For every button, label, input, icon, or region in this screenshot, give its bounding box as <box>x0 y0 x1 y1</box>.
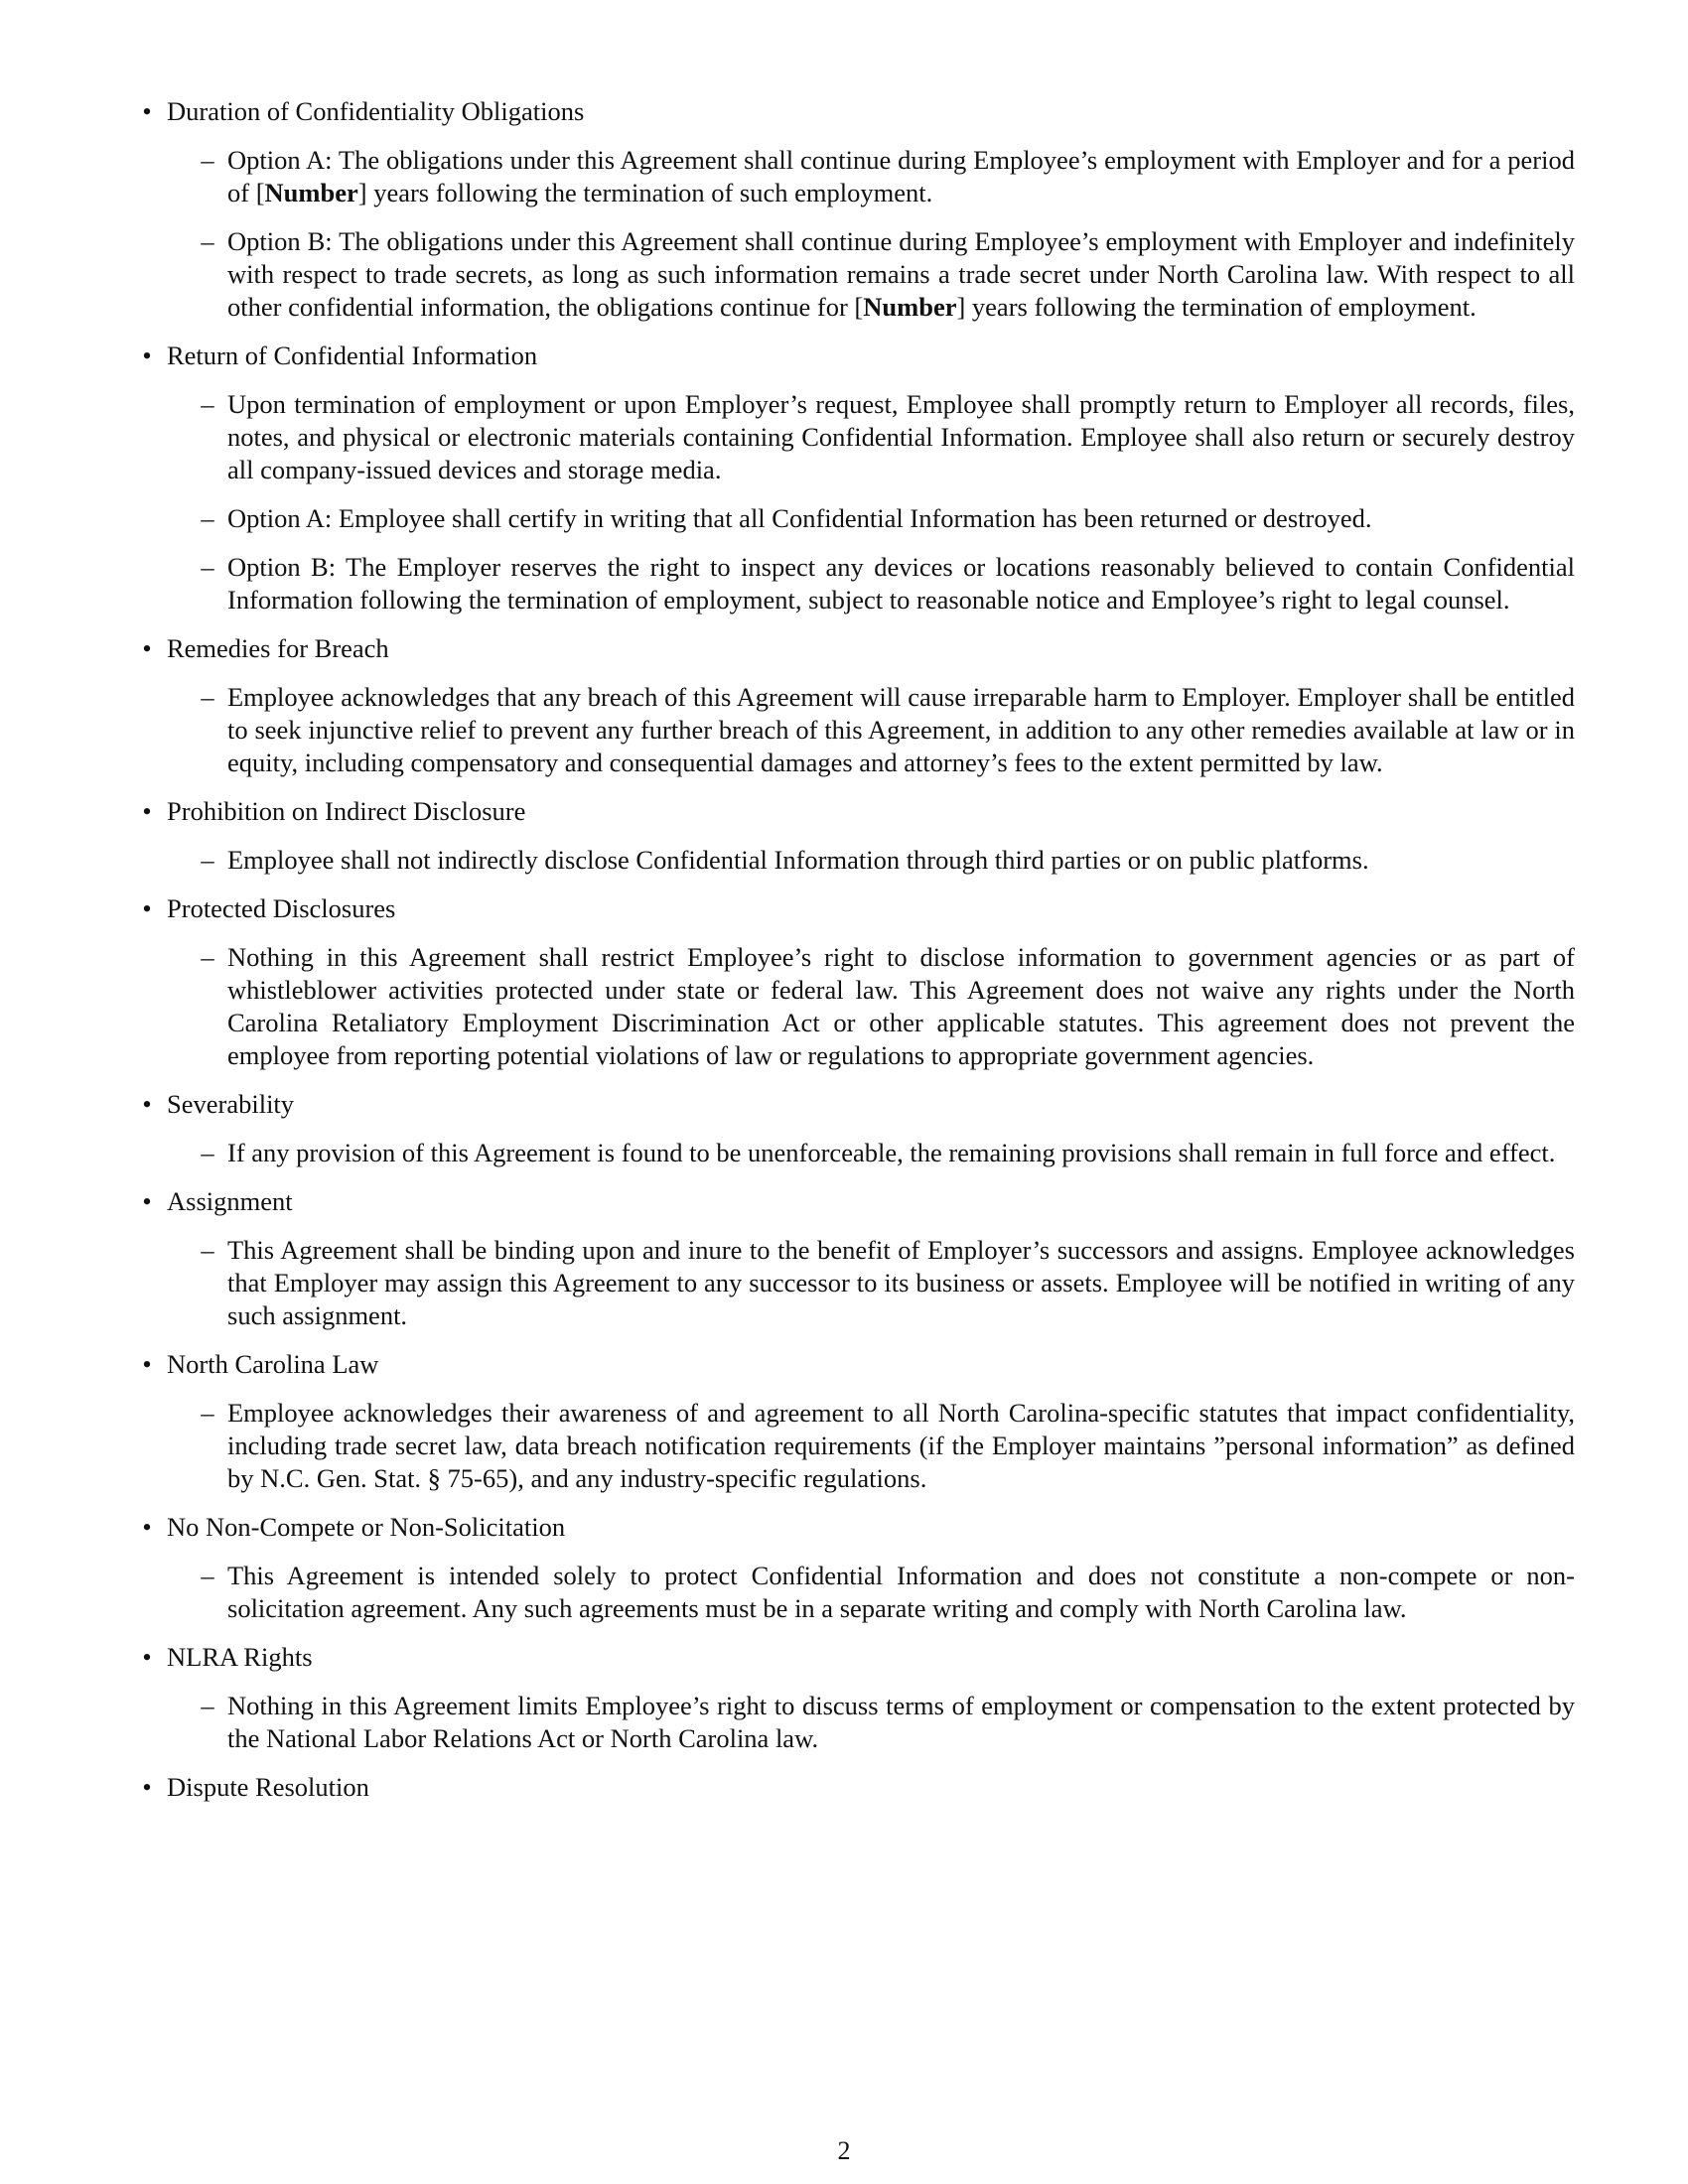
dash-icon: – <box>201 503 214 533</box>
item-text: ] years following the termination of such employment. <box>357 178 933 207</box>
dash-icon: – <box>201 226 214 256</box>
dash-icon: – <box>201 845 214 875</box>
section-duration <box>142 95 1575 324</box>
item-text: Option B: The obligations under this Agreement shall continue during Employee’s employment with Employer and indefinitely with respect to trade secrets, as long as such information remains a trade secret under North Carolina law. With respect to all other confidential information, the obligations continue for [ <box>227 226 1575 322</box>
item-text: Employee acknowledges that any breach of this Agreement will cause irreparable harm to Employer. Employer shall be entitled to seek injunctive relief to prevent any further breach of this Agreement, in addition to any other remedies available at law or in equity, including compensatory and consequential damages and attorney’s fees to the extent permitted by law. <box>227 682 1575 777</box>
section-no-non-compete <box>142 1511 1575 1625</box>
dash-icon: – <box>201 552 214 582</box>
list-item <box>201 1234 1575 1332</box>
section-nlra-rights <box>142 1641 1575 1755</box>
section-title: No Non-Compete or Non-Solicitation <box>167 1512 566 1542</box>
section-indirect-disclosure <box>142 795 1575 877</box>
section-remedies <box>142 632 1575 779</box>
item-text: Nothing in this Agreement limits Employee’s right to discuss terms of employment or compensation to the extent protected by the National Labor Relations Act or North Carolina law. <box>227 1691 1575 1753</box>
item-text: Option A: The obligations under this Agreement shall continue during Employee’s employment with Employer and for a period of [ <box>227 145 1575 207</box>
item-text: This Agreement is intended solely to protect Confidential Information and does not constitute a non-compete or non-solicitation agreement. Any such agreements must be in a separate writing and comply with North Carolina law. <box>227 1561 1575 1623</box>
bullet-icon: • <box>142 633 152 663</box>
dash-icon: – <box>201 1398 214 1428</box>
list-item <box>201 681 1575 779</box>
dash-icon: – <box>201 1235 214 1265</box>
section-north-carolina-law <box>142 1348 1575 1495</box>
section-items <box>167 844 1575 877</box>
section-title: Dispute Resolution <box>167 1772 369 1802</box>
list-item <box>201 144 1575 209</box>
bullet-icon: • <box>142 1512 152 1542</box>
list-item <box>201 388 1575 486</box>
section-items <box>167 1234 1575 1332</box>
dash-icon: – <box>201 1691 214 1720</box>
dash-icon: – <box>201 389 214 419</box>
section-title: Duration of Confidentiality Obligations <box>167 96 585 126</box>
dash-icon: – <box>201 145 214 175</box>
section-items <box>167 941 1575 1072</box>
section-items <box>167 388 1575 616</box>
bullet-icon: • <box>142 1089 152 1119</box>
item-text: Nothing in this Agreement shall restrict Employee’s right to disclose information to government agencies or as part of whistleblower activities protected under state or federal law. This Agreement does not waive any rights under the North Carolina Retaliatory Employment Discrimination Act or other applicable statutes. This agreement does not prevent the employee from reporting potential violations of law or regulations to appropriate government agencies. <box>227 942 1575 1070</box>
dash-icon: – <box>201 1138 214 1167</box>
item-text: ] years following the termination of employment. <box>956 292 1477 322</box>
page-number: 2 <box>837 2136 851 2165</box>
number-placeholder: Number <box>264 178 358 207</box>
bullet-icon: • <box>142 341 152 370</box>
section-title: Prohibition on Indirect Disclosure <box>167 796 526 826</box>
item-text: Option B: The Employer reserves the right to inspect any devices or locations reasonably believed to contain Confidential Information following the termination of employment, subject to reasonable notice and Employee’s right to legal counsel. <box>227 552 1575 614</box>
list-item <box>201 225 1575 324</box>
item-text: Upon termination of employment or upon Employer’s request, Employee shall promptly return to Employer all records, files, notes, and physical or electronic materials containing Confidential Information. Employee shall also return or securely destroy all company-issued devices and storage media. <box>227 389 1575 484</box>
section-title: Return of Confidential Information <box>167 341 538 370</box>
section-severability <box>142 1088 1575 1169</box>
bullet-icon: • <box>142 1772 152 1802</box>
bullet-icon: • <box>142 1642 152 1672</box>
document-body <box>142 95 1575 1820</box>
dash-icon: – <box>201 942 214 972</box>
section-title: Assignment <box>167 1186 293 1216</box>
list-item <box>201 1560 1575 1625</box>
list-item <box>201 1137 1575 1169</box>
list-item <box>201 502 1575 535</box>
section-items <box>167 1690 1575 1755</box>
section-title: Severability <box>167 1089 295 1119</box>
section-assignment <box>142 1185 1575 1332</box>
bullet-icon: • <box>142 96 152 126</box>
section-items <box>167 1560 1575 1625</box>
bullet-icon: • <box>142 1349 152 1379</box>
bullet-icon: • <box>142 796 152 826</box>
list-item <box>201 844 1575 877</box>
section-protected-disclosures <box>142 892 1575 1072</box>
item-text: Employee acknowledges their awareness of and agreement to all North Carolina-specific statutes that impact confidentiality, including trade secret law, data breach notification requirements (if the Employer maintains ”personal information” as defined by N.C. Gen. Stat. § 75-65), and any industry-specific regulations. <box>227 1398 1575 1493</box>
item-text: If any provision of this Agreement is found to be unenforceable, the remaining provisions shall remain in full force and effect. <box>227 1138 1556 1167</box>
bullet-icon: • <box>142 1186 152 1216</box>
item-text: This Agreement shall be binding upon and inure to the benefit of Employer’s successors and assigns. Employee acknowledges that Employer may assign this Agreement to any successor to its business or assets. Employee will be notified in writing of any such assignment. <box>227 1235 1575 1330</box>
section-title: Protected Disclosures <box>167 893 396 923</box>
list-item <box>201 551 1575 616</box>
list-item <box>201 1397 1575 1495</box>
section-items <box>167 144 1575 324</box>
item-text: Option A: Employee shall certify in writing that all Confidential Information has been returned or destroyed. <box>227 503 1372 533</box>
section-title: North Carolina Law <box>167 1349 379 1379</box>
bullet-icon: • <box>142 893 152 923</box>
section-dispute-resolution <box>142 1771 1575 1804</box>
list-item <box>201 941 1575 1072</box>
section-title: Remedies for Breach <box>167 633 389 663</box>
dash-icon: – <box>201 682 214 712</box>
number-placeholder: Number <box>863 292 957 322</box>
section-items <box>167 1137 1575 1169</box>
section-items <box>167 1397 1575 1495</box>
section-list <box>142 95 1575 1804</box>
section-items <box>167 681 1575 779</box>
section-return <box>142 340 1575 616</box>
section-title: NLRA Rights <box>167 1642 313 1672</box>
dash-icon: – <box>201 1561 214 1590</box>
list-item <box>201 1690 1575 1755</box>
item-text: Employee shall not indirectly disclose Confidential Information through third parties or on public platforms. <box>227 845 1369 875</box>
